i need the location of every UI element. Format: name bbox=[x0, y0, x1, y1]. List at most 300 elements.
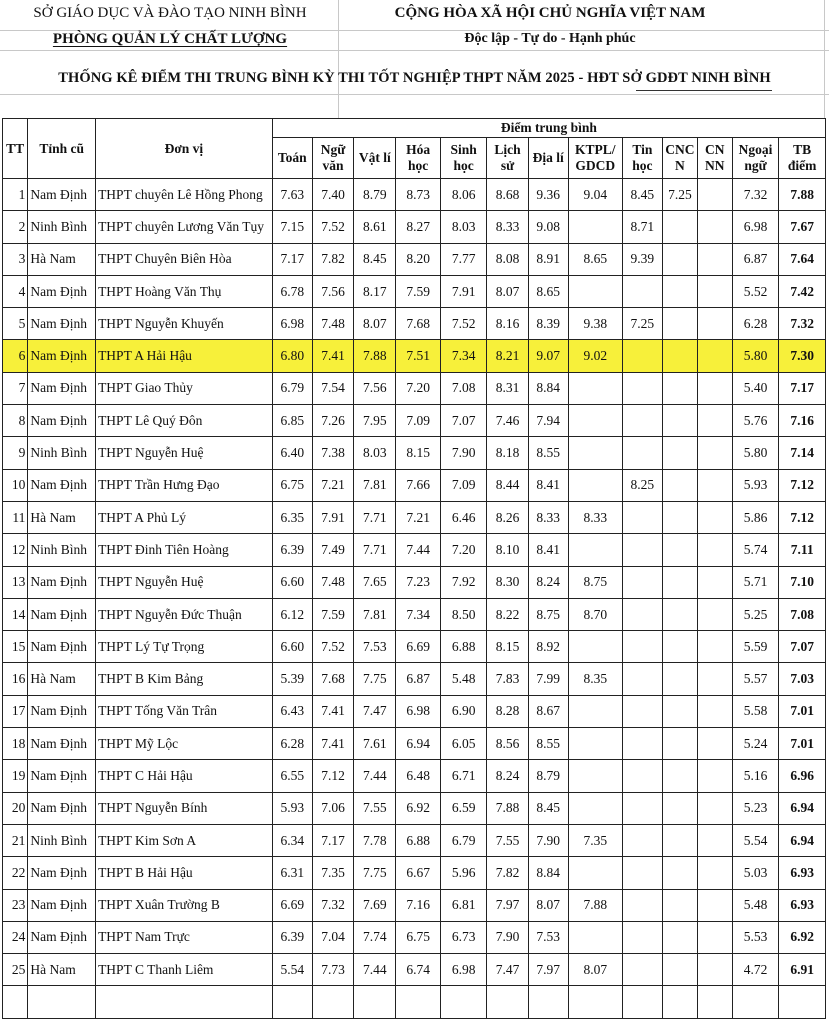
cell-score: 6.69 bbox=[272, 889, 312, 921]
cell-score: 6.90 bbox=[440, 695, 487, 727]
cell-tt: 21 bbox=[3, 824, 28, 856]
cell-unit: THPT Nam Trực bbox=[96, 921, 273, 953]
cell-score: 5.96 bbox=[440, 857, 487, 889]
cell-score: 8.03 bbox=[354, 437, 396, 469]
cell-average: 7.07 bbox=[779, 631, 826, 663]
cell-score: 7.77 bbox=[440, 243, 487, 275]
cell-tt: 8 bbox=[3, 405, 28, 437]
cell-score: 6.59 bbox=[440, 792, 487, 824]
cell-score: 8.91 bbox=[528, 243, 568, 275]
cell-empty bbox=[96, 986, 273, 1018]
national-header bbox=[360, 4, 740, 48]
cell-score: 8.75 bbox=[528, 598, 568, 630]
cell-score bbox=[662, 211, 697, 243]
table-row bbox=[3, 728, 826, 760]
cell-score: 7.92 bbox=[440, 566, 487, 598]
table-row bbox=[3, 501, 826, 533]
cell-score: 6.87 bbox=[396, 663, 440, 695]
cell-score: 8.33 bbox=[528, 501, 568, 533]
cell-score: 6.60 bbox=[272, 631, 312, 663]
cell-score: 7.55 bbox=[487, 824, 528, 856]
cell-score bbox=[697, 534, 732, 566]
issuing-unit: PHÒNG QUẢN LÝ CHẤT LƯỢNG bbox=[52, 31, 288, 47]
cell-score: 5.74 bbox=[732, 534, 779, 566]
cell-score: 9.02 bbox=[568, 340, 622, 372]
cell-score: 5.80 bbox=[732, 437, 779, 469]
cell-score: 8.41 bbox=[528, 469, 568, 501]
column-header-subject: Toán bbox=[272, 138, 312, 179]
cell-average: 7.11 bbox=[779, 534, 826, 566]
cell-score bbox=[568, 469, 622, 501]
table-row bbox=[3, 179, 826, 211]
cell-score: 7.61 bbox=[354, 728, 396, 760]
cell-province: Nam Định bbox=[28, 695, 96, 727]
cell-score: 6.28 bbox=[732, 308, 779, 340]
cell-score: 8.21 bbox=[487, 340, 528, 372]
cell-score: 7.53 bbox=[528, 921, 568, 953]
cell-score: 7.47 bbox=[487, 954, 528, 986]
cell-score: 8.65 bbox=[528, 275, 568, 307]
cell-score: 8.84 bbox=[528, 372, 568, 404]
cell-unit: THPT Lý Tự Trọng bbox=[96, 631, 273, 663]
cell-score bbox=[622, 954, 662, 986]
cell-average: 6.92 bbox=[779, 921, 826, 953]
cell-tt: 7 bbox=[3, 372, 28, 404]
cell-score: 8.31 bbox=[487, 372, 528, 404]
cell-score bbox=[568, 372, 622, 404]
cell-unit: THPT Đinh Tiên Hoàng bbox=[96, 534, 273, 566]
cell-score: 8.16 bbox=[487, 308, 528, 340]
cell-province: Nam Định bbox=[28, 405, 96, 437]
cell-score bbox=[662, 405, 697, 437]
cell-score bbox=[662, 598, 697, 630]
cell-score: 8.41 bbox=[528, 534, 568, 566]
cell-score: 7.40 bbox=[312, 179, 353, 211]
cell-score: 7.90 bbox=[528, 824, 568, 856]
cell-tt: 24 bbox=[3, 921, 28, 953]
cell-score: 6.85 bbox=[272, 405, 312, 437]
cell-score: 6.98 bbox=[440, 954, 487, 986]
cell-score bbox=[622, 921, 662, 953]
cell-score: 5.03 bbox=[732, 857, 779, 889]
cell-score: 7.20 bbox=[396, 372, 440, 404]
cell-score: 7.88 bbox=[354, 340, 396, 372]
cell-score bbox=[622, 760, 662, 792]
cell-unit: THPT A Phủ Lý bbox=[96, 501, 273, 533]
cell-province: Hà Nam bbox=[28, 501, 96, 533]
cell-score: 8.73 bbox=[396, 179, 440, 211]
cell-score: 7.95 bbox=[354, 405, 396, 437]
cell-score: 6.48 bbox=[396, 760, 440, 792]
cell-score bbox=[662, 792, 697, 824]
cell-score: 7.94 bbox=[528, 405, 568, 437]
cell-unit: THPT Tống Văn Trân bbox=[96, 695, 273, 727]
cell-empty bbox=[354, 986, 396, 1018]
cell-tt: 18 bbox=[3, 728, 28, 760]
cell-average: 7.14 bbox=[779, 437, 826, 469]
cell-empty bbox=[732, 986, 779, 1018]
cell-tt: 12 bbox=[3, 534, 28, 566]
cell-score bbox=[622, 824, 662, 856]
cell-score: 6.69 bbox=[396, 631, 440, 663]
cell-score: 9.38 bbox=[568, 308, 622, 340]
cell-score: 6.92 bbox=[396, 792, 440, 824]
cell-score: 7.41 bbox=[312, 340, 353, 372]
cell-score bbox=[568, 534, 622, 566]
cell-score bbox=[697, 340, 732, 372]
cell-score: 6.46 bbox=[440, 501, 487, 533]
cell-score: 8.71 bbox=[622, 211, 662, 243]
cell-score: 8.67 bbox=[528, 695, 568, 727]
table-row bbox=[3, 372, 826, 404]
cell-score: 6.87 bbox=[732, 243, 779, 275]
table-row bbox=[3, 792, 826, 824]
cell-average: 7.64 bbox=[779, 243, 826, 275]
cell-score: 7.97 bbox=[528, 954, 568, 986]
cell-score: 7.91 bbox=[312, 501, 353, 533]
cell-score bbox=[568, 275, 622, 307]
cell-score: 6.79 bbox=[440, 824, 487, 856]
cell-tt: 1 bbox=[3, 179, 28, 211]
cell-unit: THPT chuyên Lê Hồng Phong bbox=[96, 179, 273, 211]
cell-score: 8.55 bbox=[528, 437, 568, 469]
column-header-subject: Sinh học bbox=[440, 138, 487, 179]
table-row bbox=[3, 405, 826, 437]
title-underline bbox=[636, 90, 772, 91]
cell-score: 6.81 bbox=[440, 889, 487, 921]
cell-score: 7.68 bbox=[396, 308, 440, 340]
cell-score: 8.61 bbox=[354, 211, 396, 243]
cell-score bbox=[662, 663, 697, 695]
cell-score: 7.51 bbox=[396, 340, 440, 372]
cell-score: 6.88 bbox=[396, 824, 440, 856]
table-row bbox=[3, 340, 826, 372]
cell-unit: THPT A Hải Hậu bbox=[96, 340, 273, 372]
cell-tt: 17 bbox=[3, 695, 28, 727]
cell-average: 6.93 bbox=[779, 889, 826, 921]
cell-score: 5.48 bbox=[440, 663, 487, 695]
cell-score: 7.73 bbox=[312, 954, 353, 986]
cell-score bbox=[622, 534, 662, 566]
cell-score: 7.35 bbox=[568, 824, 622, 856]
cell-empty bbox=[440, 986, 487, 1018]
cell-empty bbox=[697, 986, 732, 1018]
cell-average: 7.17 bbox=[779, 372, 826, 404]
cell-score: 7.88 bbox=[568, 889, 622, 921]
cell-empty bbox=[272, 986, 312, 1018]
cell-score: 6.67 bbox=[396, 857, 440, 889]
cell-empty bbox=[779, 986, 826, 1018]
cell-score: 6.55 bbox=[272, 760, 312, 792]
cell-tt: 4 bbox=[3, 275, 28, 307]
cell-unit: THPT Trần Hưng Đạo bbox=[96, 469, 273, 501]
cell-score bbox=[697, 921, 732, 953]
cell-score: 9.04 bbox=[568, 179, 622, 211]
cell-score: 5.80 bbox=[732, 340, 779, 372]
cell-province: Nam Định bbox=[28, 728, 96, 760]
cell-score: 8.22 bbox=[487, 598, 528, 630]
cell-score bbox=[568, 695, 622, 727]
cell-tt: 13 bbox=[3, 566, 28, 598]
cell-score: 7.78 bbox=[354, 824, 396, 856]
cell-score: 7.59 bbox=[312, 598, 353, 630]
cell-score: 8.27 bbox=[396, 211, 440, 243]
cell-score: 7.82 bbox=[312, 243, 353, 275]
cell-score: 8.79 bbox=[354, 179, 396, 211]
cell-score bbox=[662, 469, 697, 501]
cell-score: 7.99 bbox=[528, 663, 568, 695]
cell-score: 7.44 bbox=[396, 534, 440, 566]
cell-score: 7.83 bbox=[487, 663, 528, 695]
cell-score: 8.28 bbox=[487, 695, 528, 727]
column-header-subject: Tin học bbox=[622, 138, 662, 179]
cell-score bbox=[662, 824, 697, 856]
cell-score: 7.41 bbox=[312, 695, 353, 727]
cell-empty bbox=[528, 986, 568, 1018]
column-header-unit: Đơn vị bbox=[96, 119, 273, 179]
cell-score: 8.75 bbox=[568, 566, 622, 598]
cell-score bbox=[662, 857, 697, 889]
sheet-gridline bbox=[824, 0, 825, 118]
cell-score bbox=[662, 889, 697, 921]
cell-score bbox=[697, 663, 732, 695]
cell-average: 7.10 bbox=[779, 566, 826, 598]
cell-province: Hà Nam bbox=[28, 243, 96, 275]
table-row bbox=[3, 469, 826, 501]
cell-province: Nam Định bbox=[28, 889, 96, 921]
cell-score: 8.35 bbox=[568, 663, 622, 695]
cell-score: 7.46 bbox=[487, 405, 528, 437]
cell-score bbox=[697, 501, 732, 533]
cell-score: 8.08 bbox=[487, 243, 528, 275]
cell-score: 7.49 bbox=[312, 534, 353, 566]
cell-score: 8.44 bbox=[487, 469, 528, 501]
cell-score: 7.20 bbox=[440, 534, 487, 566]
table-row bbox=[3, 308, 826, 340]
column-header-subject: CN NN bbox=[697, 138, 732, 179]
cell-score bbox=[568, 792, 622, 824]
cell-score bbox=[662, 954, 697, 986]
cell-score bbox=[568, 857, 622, 889]
cell-score bbox=[662, 534, 697, 566]
cell-score: 8.33 bbox=[568, 501, 622, 533]
cell-score: 8.15 bbox=[487, 631, 528, 663]
cell-tt: 23 bbox=[3, 889, 28, 921]
cell-province: Hà Nam bbox=[28, 663, 96, 695]
cell-score: 8.17 bbox=[354, 275, 396, 307]
cell-score: 6.74 bbox=[396, 954, 440, 986]
score-table bbox=[2, 118, 826, 1019]
table-row bbox=[3, 824, 826, 856]
cell-score bbox=[697, 857, 732, 889]
cell-score: 6.43 bbox=[272, 695, 312, 727]
cell-score: 7.07 bbox=[440, 405, 487, 437]
cell-score: 7.66 bbox=[396, 469, 440, 501]
cell-score bbox=[697, 695, 732, 727]
cell-unit: THPT Nguyễn Huệ bbox=[96, 437, 273, 469]
cell-unit: THPT Kim Sơn A bbox=[96, 824, 273, 856]
cell-score: 8.39 bbox=[528, 308, 568, 340]
cell-score: 7.56 bbox=[312, 275, 353, 307]
cell-score: 8.15 bbox=[396, 437, 440, 469]
cell-score: 7.81 bbox=[354, 598, 396, 630]
cell-unit: THPT C Hải Hậu bbox=[96, 760, 273, 792]
cell-province: Nam Định bbox=[28, 372, 96, 404]
cell-score: 8.24 bbox=[528, 566, 568, 598]
cell-score: 7.34 bbox=[396, 598, 440, 630]
cell-score bbox=[568, 921, 622, 953]
cell-score bbox=[568, 405, 622, 437]
cell-unit: THPT Xuân Trường B bbox=[96, 889, 273, 921]
national-motto: Độc lập - Tự do - Hạnh phúc bbox=[464, 31, 636, 46]
cell-province: Nam Định bbox=[28, 340, 96, 372]
cell-tt: 25 bbox=[3, 954, 28, 986]
cell-score: 8.07 bbox=[528, 889, 568, 921]
cell-score: 7.88 bbox=[487, 792, 528, 824]
table-row bbox=[3, 954, 826, 986]
cell-score: 8.79 bbox=[528, 760, 568, 792]
cell-score: 6.80 bbox=[272, 340, 312, 372]
cell-score bbox=[697, 760, 732, 792]
cell-tt: 19 bbox=[3, 760, 28, 792]
cell-score: 6.94 bbox=[396, 728, 440, 760]
cell-score bbox=[622, 631, 662, 663]
cell-unit: THPT Mỹ Lộc bbox=[96, 728, 273, 760]
cell-score: 7.48 bbox=[312, 308, 353, 340]
cell-score: 8.92 bbox=[528, 631, 568, 663]
cell-score bbox=[568, 211, 622, 243]
parent-organization: SỞ GIÁO DỤC VÀ ĐÀO TẠO NINH BÌNH bbox=[33, 5, 307, 21]
cell-score: 8.56 bbox=[487, 728, 528, 760]
cell-average: 6.94 bbox=[779, 824, 826, 856]
cell-score: 8.07 bbox=[568, 954, 622, 986]
cell-score: 8.18 bbox=[487, 437, 528, 469]
average-score-group-header: Điểm trung bình bbox=[272, 119, 825, 138]
sheet-gridline bbox=[0, 94, 829, 95]
cell-score: 8.70 bbox=[568, 598, 622, 630]
cell-province: Nam Định bbox=[28, 631, 96, 663]
cell-score: 7.75 bbox=[354, 857, 396, 889]
cell-score: 7.52 bbox=[440, 308, 487, 340]
cell-score: 8.45 bbox=[354, 243, 396, 275]
cell-score: 7.44 bbox=[354, 760, 396, 792]
cell-unit: THPT chuyên Lương Văn Tụy bbox=[96, 211, 273, 243]
cell-unit: THPT Giao Thủy bbox=[96, 372, 273, 404]
cell-score: 5.52 bbox=[732, 275, 779, 307]
cell-score: 7.90 bbox=[440, 437, 487, 469]
cell-average: 7.01 bbox=[779, 695, 826, 727]
table-row bbox=[3, 857, 826, 889]
cell-score: 8.45 bbox=[622, 179, 662, 211]
cell-score bbox=[697, 792, 732, 824]
cell-average: 7.03 bbox=[779, 663, 826, 695]
cell-tt: 10 bbox=[3, 469, 28, 501]
cell-province: Ninh Bình bbox=[28, 534, 96, 566]
cell-score: 8.03 bbox=[440, 211, 487, 243]
cell-score bbox=[622, 275, 662, 307]
cell-score bbox=[697, 437, 732, 469]
table-row bbox=[3, 534, 826, 566]
cell-score: 6.28 bbox=[272, 728, 312, 760]
cell-province: Nam Định bbox=[28, 566, 96, 598]
cell-unit: THPT Hoàng Văn Thụ bbox=[96, 275, 273, 307]
cell-score: 7.32 bbox=[732, 179, 779, 211]
cell-province: Nam Định bbox=[28, 792, 96, 824]
cell-score: 6.39 bbox=[272, 534, 312, 566]
column-header-subject: TB điểm bbox=[779, 138, 826, 179]
cell-empty bbox=[487, 986, 528, 1018]
cell-score: 7.26 bbox=[312, 405, 353, 437]
cell-score: 7.47 bbox=[354, 695, 396, 727]
cell-score: 7.68 bbox=[312, 663, 353, 695]
cell-score: 5.86 bbox=[732, 501, 779, 533]
cell-score: 6.88 bbox=[440, 631, 487, 663]
cell-score: 7.71 bbox=[354, 534, 396, 566]
table-row bbox=[3, 695, 826, 727]
cell-score bbox=[622, 501, 662, 533]
cell-tt: 9 bbox=[3, 437, 28, 469]
cell-score: 8.33 bbox=[487, 211, 528, 243]
cell-average: 7.67 bbox=[779, 211, 826, 243]
cell-tt: 3 bbox=[3, 243, 28, 275]
cell-score: 6.35 bbox=[272, 501, 312, 533]
cell-score: 5.40 bbox=[732, 372, 779, 404]
table-row bbox=[3, 663, 826, 695]
cell-score: 6.34 bbox=[272, 824, 312, 856]
cell-province: Nam Định bbox=[28, 857, 96, 889]
cell-score bbox=[568, 728, 622, 760]
cell-score bbox=[697, 243, 732, 275]
table-row bbox=[3, 598, 826, 630]
cell-average: 6.93 bbox=[779, 857, 826, 889]
cell-score: 7.74 bbox=[354, 921, 396, 953]
cell-score: 8.65 bbox=[568, 243, 622, 275]
cell-province: Nam Định bbox=[28, 469, 96, 501]
cell-unit: THPT Chuyên Biên Hòa bbox=[96, 243, 273, 275]
cell-unit: THPT C Thanh Liêm bbox=[96, 954, 273, 986]
table-row bbox=[3, 437, 826, 469]
cell-score bbox=[622, 598, 662, 630]
cell-score: 8.55 bbox=[528, 728, 568, 760]
table-row bbox=[3, 921, 826, 953]
cell-score: 9.07 bbox=[528, 340, 568, 372]
cell-score: 5.93 bbox=[272, 792, 312, 824]
cell-score bbox=[662, 695, 697, 727]
cell-score: 8.84 bbox=[528, 857, 568, 889]
cell-tt: 2 bbox=[3, 211, 28, 243]
column-header-subject: Địa lí bbox=[528, 138, 568, 179]
cell-score: 7.17 bbox=[272, 243, 312, 275]
cell-unit: THPT Nguyễn Đức Thuận bbox=[96, 598, 273, 630]
cell-score: 4.72 bbox=[732, 954, 779, 986]
cell-score: 5.48 bbox=[732, 889, 779, 921]
cell-unit: THPT Nguyễn Huệ bbox=[96, 566, 273, 598]
cell-empty bbox=[396, 986, 440, 1018]
cell-score: 7.63 bbox=[272, 179, 312, 211]
cell-empty bbox=[3, 986, 28, 1018]
column-header-subject: Lịch sử bbox=[487, 138, 528, 179]
cell-province: Nam Định bbox=[28, 921, 96, 953]
cell-score: 7.21 bbox=[396, 501, 440, 533]
cell-score bbox=[697, 824, 732, 856]
cell-province: Nam Định bbox=[28, 179, 96, 211]
cell-score: 8.50 bbox=[440, 598, 487, 630]
cell-score bbox=[697, 405, 732, 437]
column-header-subject: KTPL/ GDCD bbox=[568, 138, 622, 179]
cell-unit: THPT Nguyễn Khuyến bbox=[96, 308, 273, 340]
cell-score: 6.73 bbox=[440, 921, 487, 953]
cell-unit: THPT Nguyễn Bính bbox=[96, 792, 273, 824]
